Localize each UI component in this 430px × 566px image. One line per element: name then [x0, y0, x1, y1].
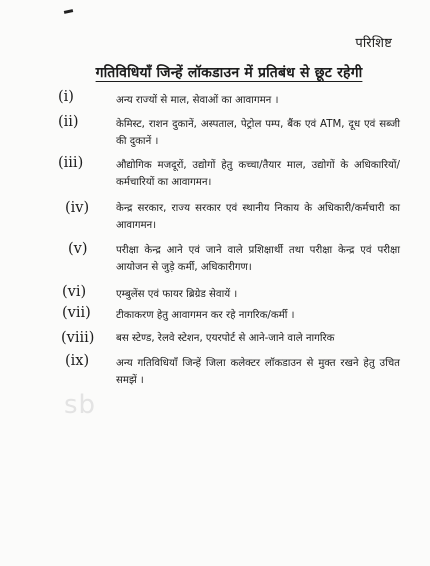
item-text: अन्य गतिविधियाँ जिन्हें जिला कलेक्टर लॉकडाउन से मुक्त रखने हेतु उचित समझें ।	[116, 358, 400, 386]
item-number: (ii)	[58, 114, 79, 130]
item-text: अन्य राज्यों से माल, सेवाओं का आवागमन ।	[116, 95, 279, 106]
item-text: औद्योगिक मजदूरों, उद्योगों हेतु कच्चा/तैयार माल, उद्योगों के अधिकारियों/कर्मचारियों का आवागमन।	[116, 160, 400, 188]
item-text: केन्द्र सरकार, राज्य सरकार एवं स्थानीय निकाय के अधिकारी/कर्मचारी का आवागमन।	[116, 203, 400, 231]
item-text: परीक्षा केन्द्र आने एवं जाने वाले प्रशिक्षार्थी तथा परीक्षा केन्द्र एवं परीक्षा आयोजन से जुड़े कर्मी, अधिकारीगण।	[116, 245, 400, 273]
item-number: (vi)	[62, 284, 87, 300]
annexure-label: परिशिष्ट	[355, 36, 392, 51]
item-number: (vii)	[62, 305, 91, 321]
item-text: बस स्टेण्ड, रेलवे स्टेशन, एयरपोर्ट से आने-जाने वाले नागरिक	[116, 333, 335, 344]
item-number: (iii)	[58, 155, 84, 171]
item-text: टीकाकरण हेतु आवागमन कर रहे नागरिक/कर्मी ।	[116, 310, 295, 321]
item-number: (v)	[68, 241, 88, 257]
document-title: गतिविधियाँ जिन्हें लॉकडाउन में प्रतिबंध से छूट रहेगी	[95, 65, 363, 81]
item-number: (iv)	[65, 200, 90, 216]
item-text: एम्बुलेंस एवं फायर ब्रिग्रेड सेवायें ।	[116, 289, 238, 300]
item-number: (viii)	[61, 330, 95, 346]
item-number: (i)	[58, 89, 74, 105]
watermark-text: sb	[64, 390, 97, 420]
item-number: (ix)	[65, 353, 90, 369]
item-text: केमिस्ट, राशन दुकानें, अस्पताल, पेट्रोल पम्प, बैंक एवं ATM, दूध एवं सब्जी की दुकानें ।	[116, 119, 400, 147]
